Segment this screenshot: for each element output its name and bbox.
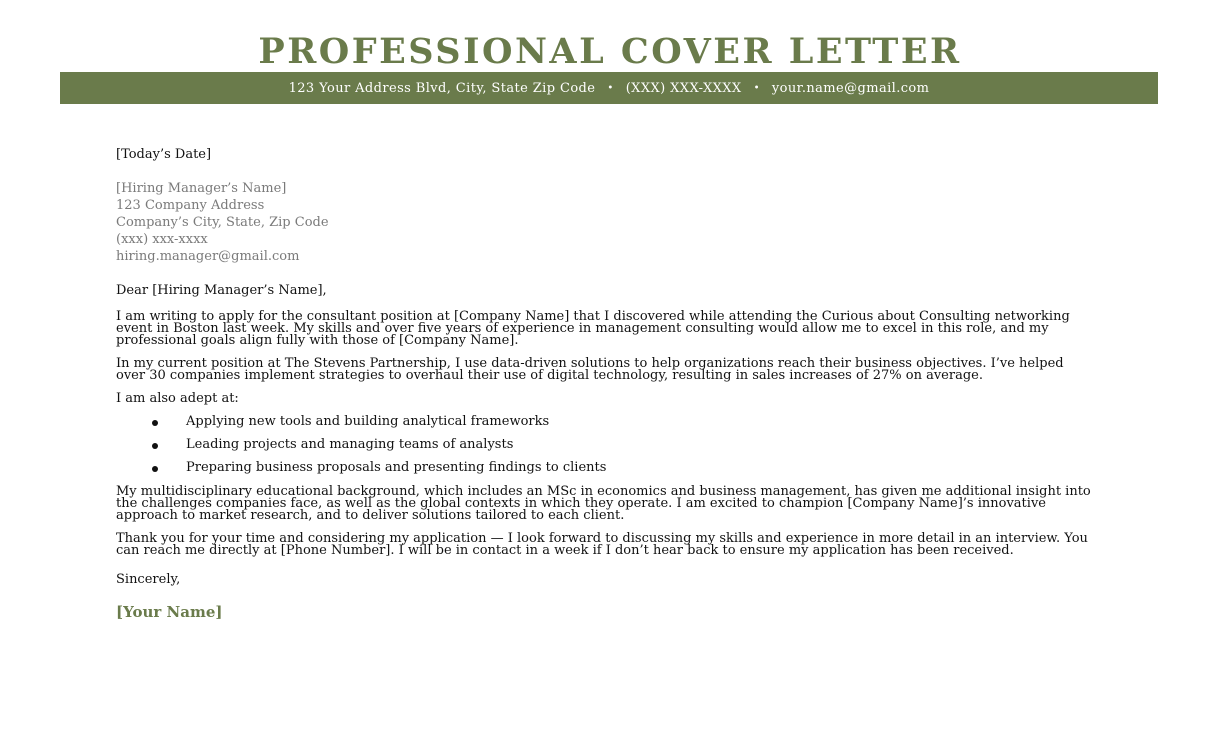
skills-list <box>116 416 1096 485</box>
letter-body <box>116 146 1096 621</box>
recipient-name: [Hiring Manager’s Name] <box>116 181 287 196</box>
bullet-icon <box>152 443 158 449</box>
contact-email: your.name@gmail.com <box>771 80 930 96</box>
list-item-text: Applying new tools and building analytical frameworks <box>186 414 550 429</box>
closing: Sincerely, <box>116 572 181 587</box>
signature: [Your Name] <box>116 603 223 621</box>
document-title: PROFESSIONAL COVER LETTER <box>258 31 962 72</box>
paragraph-education: My multidisciplinary educational background, which includes an MSc in economics and business management, has given me additional insight into the challenges companies face, as well as the global contexts in which they operate. I am excited to champion [Company Name]’s innovative approach to market research, and to deliver solutions tailored to each client. <box>116 484 1091 523</box>
recipient-email: hiring.manager@gmail.com <box>116 249 300 264</box>
recipient-address: 123 Company Address <box>116 198 265 213</box>
list-item <box>116 416 1096 439</box>
letter-date: [Today’s Date] <box>116 147 212 162</box>
contact-phone: (XXX) XXX-XXXX <box>625 80 742 96</box>
recipient-phone: (xxx) xxx-xxxx <box>116 232 208 247</box>
paragraph-thanks: Thank you for your time and considering my application — I look forward to discussing my skills and experience in more detail in an interview. You can reach me directly at [Phone Number]. I will be in contact in a week if I don’t hear back to ensure my application has been received. <box>116 531 1088 558</box>
list-item-text: Leading projects and managing teams of analysts <box>186 437 514 452</box>
paragraph-skills-lead: I am also adept at: <box>116 391 239 406</box>
paragraph-intro: I am writing to apply for the consultant position at [Company Name] that I discovered while attending the Curious about Consulting networking event in Boston last week. My skills and over five years of experience in management consulting would allow me to excel in this role, and my professional goals align fully with those of [Company Name]. <box>116 309 1070 348</box>
list-item <box>116 439 1096 462</box>
list-item-text: Preparing business proposals and presenting findings to clients <box>186 460 607 475</box>
bullet-icon <box>152 420 158 426</box>
contact-address: 123 Your Address Blvd, City, State Zip Code <box>288 80 596 96</box>
contact-separator: • <box>607 82 614 94</box>
recipient-block <box>116 180 1096 265</box>
paragraph-current-position: In my current position at The Stevens Partnership, I use data-driven solutions to help organizations reach their business objectives. I’ve helped over 30 companies implement strategies to overhaul their use of digital technology, resulting in sales increases of 27% on average. <box>116 356 1064 383</box>
salutation: Dear [Hiring Manager’s Name], <box>116 283 327 298</box>
contact-separator: • <box>753 82 760 94</box>
bullet-icon <box>152 466 158 472</box>
recipient-city: Company’s City, State, Zip Code <box>116 215 329 230</box>
list-item <box>116 462 1096 485</box>
contact-bar <box>60 72 1158 104</box>
